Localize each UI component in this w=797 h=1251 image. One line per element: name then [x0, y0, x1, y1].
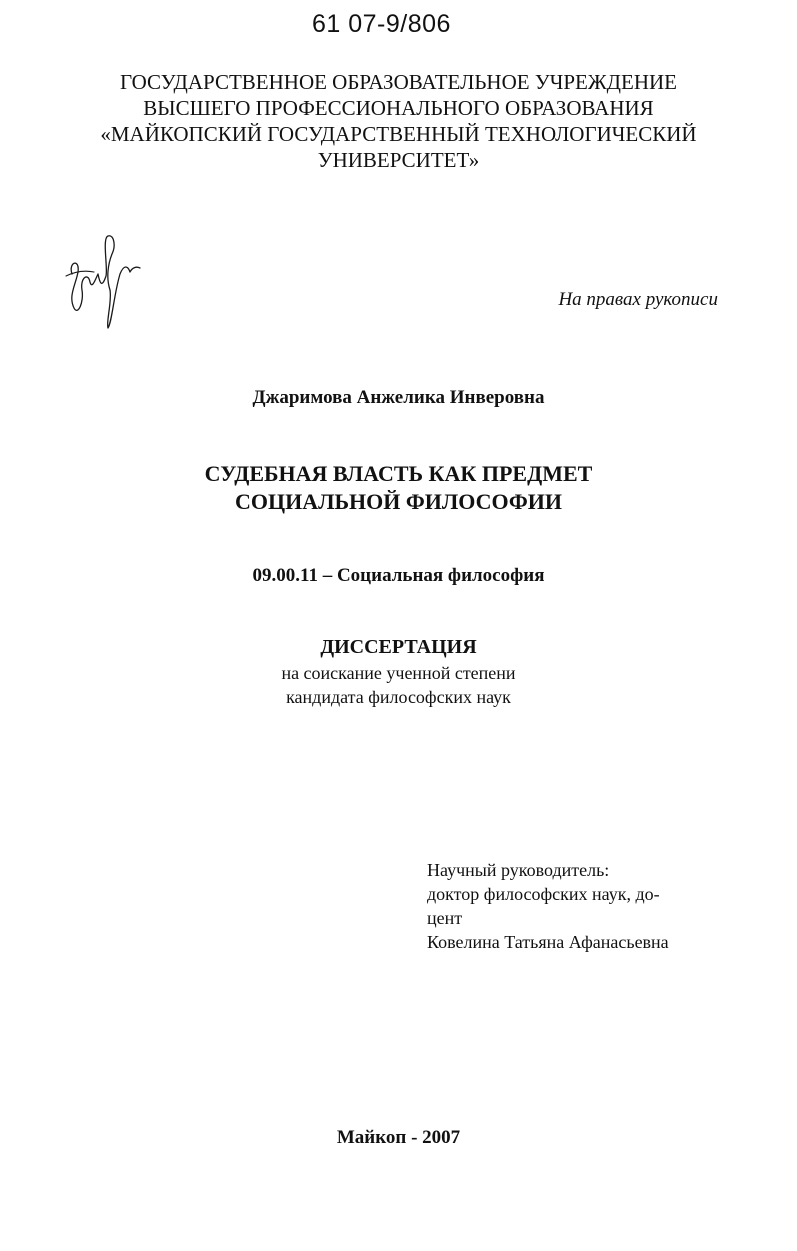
manuscript-rights-note: На правах рукописи — [558, 289, 718, 310]
specialty-code: 09.00.11 – Социальная философия — [252, 565, 545, 586]
archive-stamp-number: 61 07-9/806 — [312, 10, 451, 38]
document-type: ДИССЕРТАЦИЯ — [320, 636, 477, 658]
institution-line: УНИВЕРСИТЕТ» — [317, 148, 480, 172]
city-year: Майкоп - 2007 — [336, 1127, 461, 1148]
advisor-line: цент — [427, 908, 463, 928]
advisor-line: Ковелина Татьяна Афанасьевна — [427, 932, 669, 952]
institution-line: ГОСУДАРСТВЕННОЕ ОБРАЗОВАТЕЛЬНОЕ УЧРЕЖДЕНИЕ — [120, 70, 677, 94]
author-name: Джаримова Анжелика Инверовна — [252, 387, 545, 408]
advisor-line: Научный руководитель: — [427, 860, 610, 880]
institution-line: «МАЙКОПСКИЙ ГОСУДАРСТВЕННЫЙ ТЕХНОЛОГИЧЕСКИЙ — [100, 122, 697, 146]
handwritten-signature — [62, 232, 142, 332]
institution-line: ВЫСШЕГО ПРОФЕССИОНАЛЬНОГО ОБРАЗОВАНИЯ — [143, 96, 654, 120]
advisor-line: доктор философских наук, до- — [427, 884, 660, 904]
title-line: СУДЕБНАЯ ВЛАСТЬ КАК ПРЕДМЕТ — [204, 461, 593, 486]
scientific-advisor — [427, 858, 669, 954]
dissertation-title — [0, 460, 797, 516]
title-line: СОЦИАЛЬНОЙ ФИЛОСОФИИ — [234, 489, 563, 514]
degree-line: на соискание ученной степени — [281, 663, 516, 683]
degree-statement — [0, 661, 797, 709]
institution-header — [0, 69, 797, 173]
degree-line: кандидата философских наук — [286, 687, 511, 707]
